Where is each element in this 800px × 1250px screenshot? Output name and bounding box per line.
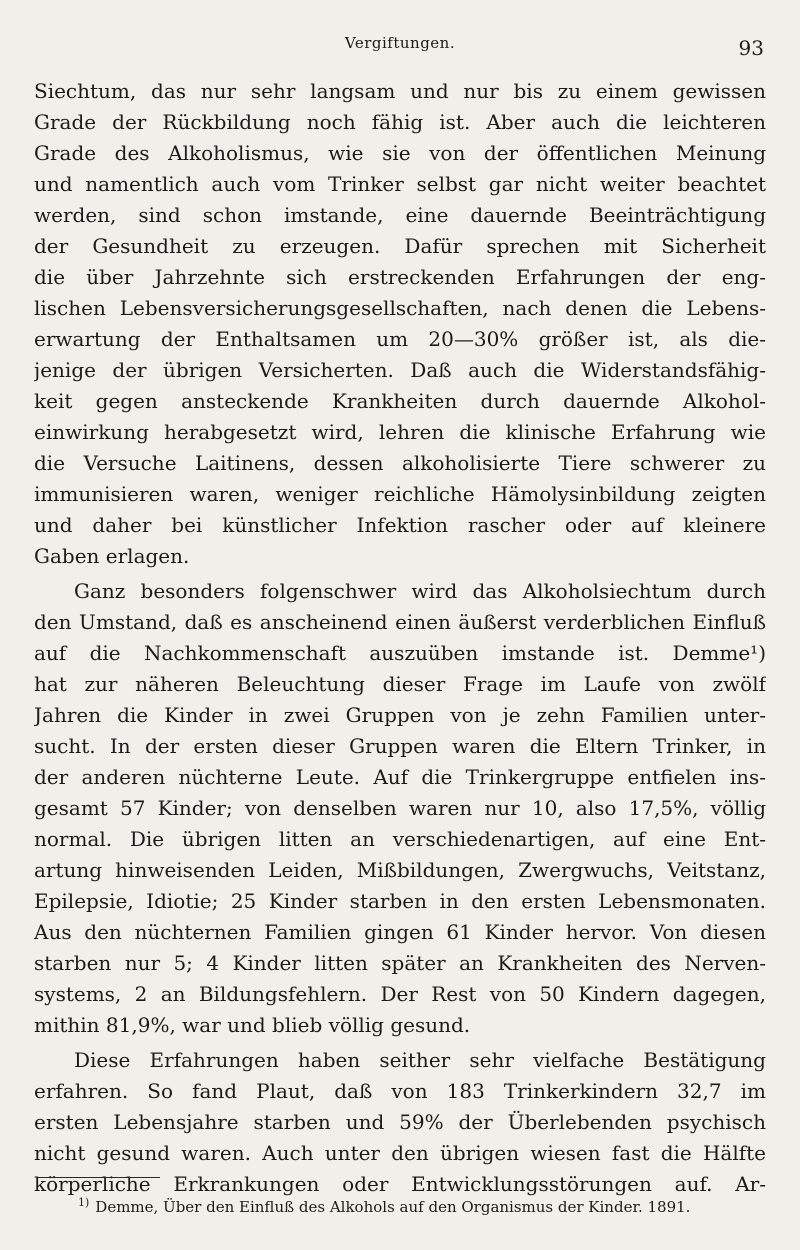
text-line: Diese Erfahrungen haben seither sehr vielfache Bestätigung [74,1048,766,1072]
text-line: starben nur 5; 4 Kinder litten später an Krankheiten des Nerven- [34,951,766,975]
footnote-rule [38,1177,160,1178]
footnote-text: Demme, Über den Einfluß des Alkohols auf den Organismus der Kinder. 1891. [95,1198,691,1216]
text-line: Ganz besonders folgenschwer wird das Alkoholsiechtum durch [74,579,766,603]
text-line: Epilepsie, Idiotie; 25 Kinder starben in den ersten Lebensmonaten. [34,889,766,913]
paragraph-2 [34,576,766,1041]
text-line: auf die Nachkommenschaft auszuüben imstande ist. Demme¹) [34,641,766,665]
text-line: einwirkung herabgesetzt wird, lehren die klinische Erfahrung wie [34,420,766,444]
body-text [34,76,766,1200]
text-line: erfahren. So fand Plaut, daß von 183 Trinkerkindern 32,7 im [34,1079,766,1103]
text-line: Aus den nüchternen Familien gingen 61 Kinder hervor. Von diesen [34,920,766,944]
text-line: mithin 81,9%, war und blieb völlig gesund. [34,1013,471,1037]
text-line: jenige der übrigen Versicherten. Daß auch die Widerstandsfähig- [34,358,766,382]
text-line: sucht. In der ersten dieser Gruppen waren die Eltern Trinker, in [34,734,766,758]
text-line: nicht gesund waren. Auch unter den übrigen wiesen fast die Hälfte [34,1141,766,1165]
text-line: hat zur näheren Beleuchtung dieser Frage im Laufe von zwölf [34,672,766,696]
text-line: Gaben erlagen. [34,544,190,568]
text-line: Grade des Alkoholismus, wie sie von der öffentlichen Meinung [34,141,766,165]
text-line: immunisieren waren, weniger reichliche Hämolysinbildung zeigten [34,482,766,506]
footnote [78,1196,768,1216]
paragraph-1 [34,76,766,572]
text-line: die über Jahrzehnte sich erstreckenden Erfahrungen der eng- [34,265,766,289]
footnote-marker: 1) [78,1196,90,1209]
text-line: ersten Lebensjahre starben und 59% der Überlebenden psychisch [34,1110,766,1134]
page-number: 93 [738,36,764,60]
text-line: der anderen nüchterne Leute. Auf die Trinkergruppe entfielen ins- [34,765,766,789]
text-line: Grade der Rückbildung noch fähig ist. Aber auch die leichteren [34,110,766,134]
text-line: Jahren die Kinder in zwei Gruppen von je zehn Familien unter- [34,703,766,727]
text-line: und namentlich auch vom Trinker selbst gar nicht weiter beachtet [34,172,766,196]
text-line: werden, sind schon imstande, eine dauernde Beeinträchtigung [34,203,766,227]
text-line: erwartung der Enthaltsamen um 20—30% größer ist, als die- [34,327,766,351]
text-line: und daher bei künstlicher Infektion rascher oder auf kleinere [34,513,766,537]
text-line: normal. Die übrigen litten an verschiedenartigen, auf eine Ent- [34,827,766,851]
text-line: artung hinweisenden Leiden, Mißbildungen, Zwergwuchs, Veitstanz, [34,858,766,882]
running-title: Vergiftungen. [344,34,456,52]
text-line: systems, 2 an Bildungsfehlern. Der Rest von 50 Kindern dagegen, [34,982,766,1006]
text-line: die Versuche Laitinens, dessen alkoholisierte Tiere schwerer zu [34,451,766,475]
text-line: lischen Lebensversicherungsgesellschaften, nach denen die Lebens- [34,296,766,320]
text-line: keit gegen ansteckende Krankheiten durch dauernde Alkohol- [34,389,766,413]
text-line: körperliche Erkrankungen oder Entwicklungsstörungen auf. Ar- [34,1172,766,1196]
text-line: den Umstand, daß es anscheinend einen äußerst verderblichen Einfluß [34,610,766,634]
text-line: der Gesundheit zu erzeugen. Dafür sprechen mit Sicherheit [34,234,766,258]
text-line: Siechtum, das nur sehr langsam und nur bis zu einem gewissen [34,79,766,103]
text-line: gesamt 57 Kinder; von denselben waren nur 10, also 17,5%, völlig [34,796,766,820]
